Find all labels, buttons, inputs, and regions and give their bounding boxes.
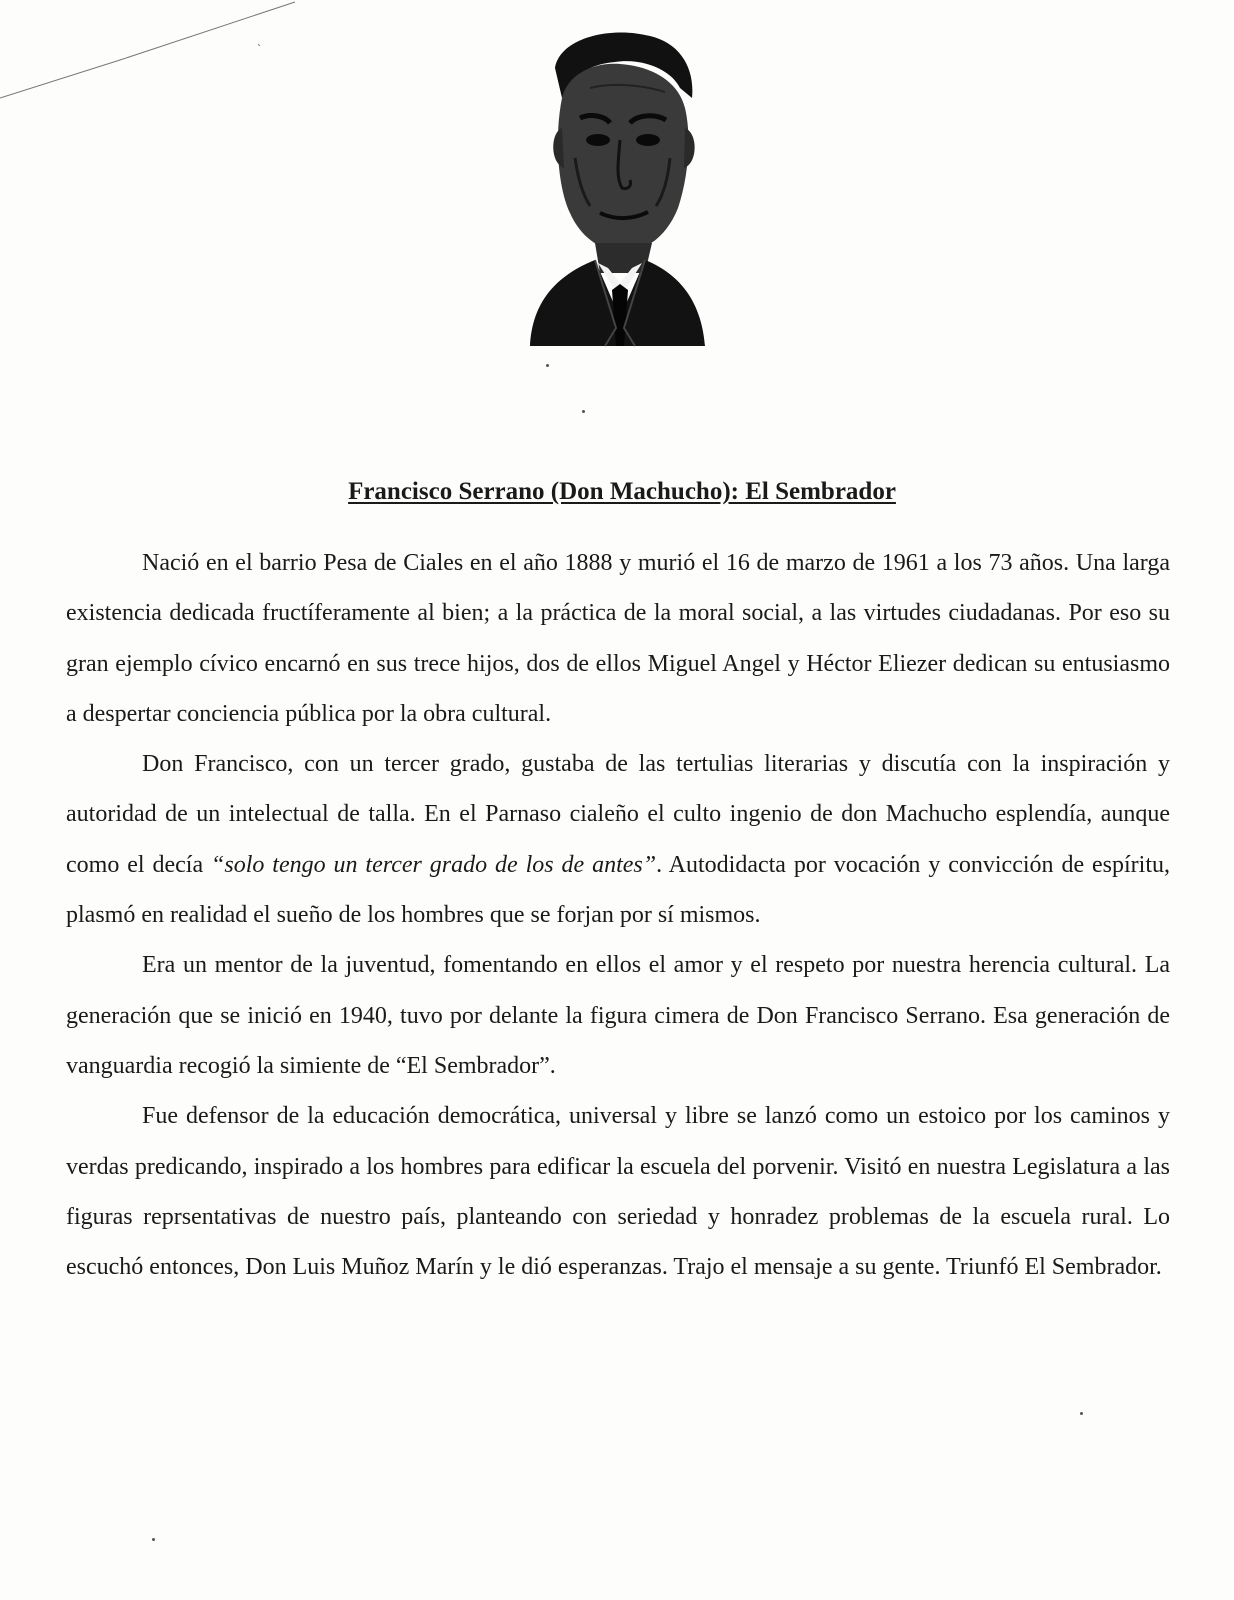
scan-artifact-line [0, 0, 300, 110]
scan-speck [582, 410, 585, 413]
document-body [66, 538, 1170, 1292]
portrait-photo [520, 28, 710, 348]
paragraph-text-continued: . Autodidacta por vocación y convicción de espíritu, plasmó en realidad el sueño de los hombres que se forjan por sí mismos. [66, 851, 1170, 929]
paragraph-text: Fue defensor de la educación democrática, universal y libre se lanzó como un estoico por los caminos y verdas predicando, inspirado a los hombres para edificar la escuela del porvenir. Visitó en nuestra Legislatura a las figuras reprsentativas de nuestro país, planteando con seriedad y honradez problemas de la escuela rural. Lo escuchó entonces, Don Luis Muñoz Marín y le dió esperanzas. Trajo el mensaje a su gente. Triunfó El Sembrador. [66, 1103, 1170, 1281]
paragraph-3 [66, 940, 1170, 1091]
paragraph-4 [66, 1091, 1170, 1292]
paragraph-text: Don Francisco, con un tercer grado, gustaba de las tertulias literarias y discutía con la inspiración y autoridad de un intelectual de talla. En el Parnaso cialeño el culto ingenio de don Machucho esplendía, aunque como el decía [66, 751, 1170, 878]
scan-speck [1080, 1412, 1083, 1415]
paragraph-text: Nació en el barrio Pesa de Ciales en el año 1888 y murió el 16 de marzo de 1961 a los 73 años. Una larga existencia dedicada fructíferamente al bien; a la práctica de la moral social, a las virtudes ciudadanas. Por eso su gran ejemplo cívico encarnó en sus trece hijos, dos de ellos Miguel Angel y Héctor Eliezer dedican su entusiasmo a despertar conciencia pública por la obra cultural. [66, 550, 1170, 727]
paragraph-text: Era un mentor de la juventud, fomentando en ellos el amor y el respeto por nuestra herencia cultural. La generación que se inició en 1940, tuvo por delante la figura cimera de Don Francisco Serrano. Esa generación de vanguardia recogió la simiente de “El Sembrador”. [66, 952, 1170, 1079]
quoted-phrase: “solo tengo un tercer grado de los de antes” [211, 851, 657, 878]
scan-speck [546, 364, 549, 367]
paragraph-2 [66, 739, 1170, 940]
scan-speck [152, 1538, 155, 1541]
document-title: Francisco Serrano (Don Machucho): El Sembrador [348, 478, 896, 505]
paragraph-1 [66, 538, 1170, 739]
